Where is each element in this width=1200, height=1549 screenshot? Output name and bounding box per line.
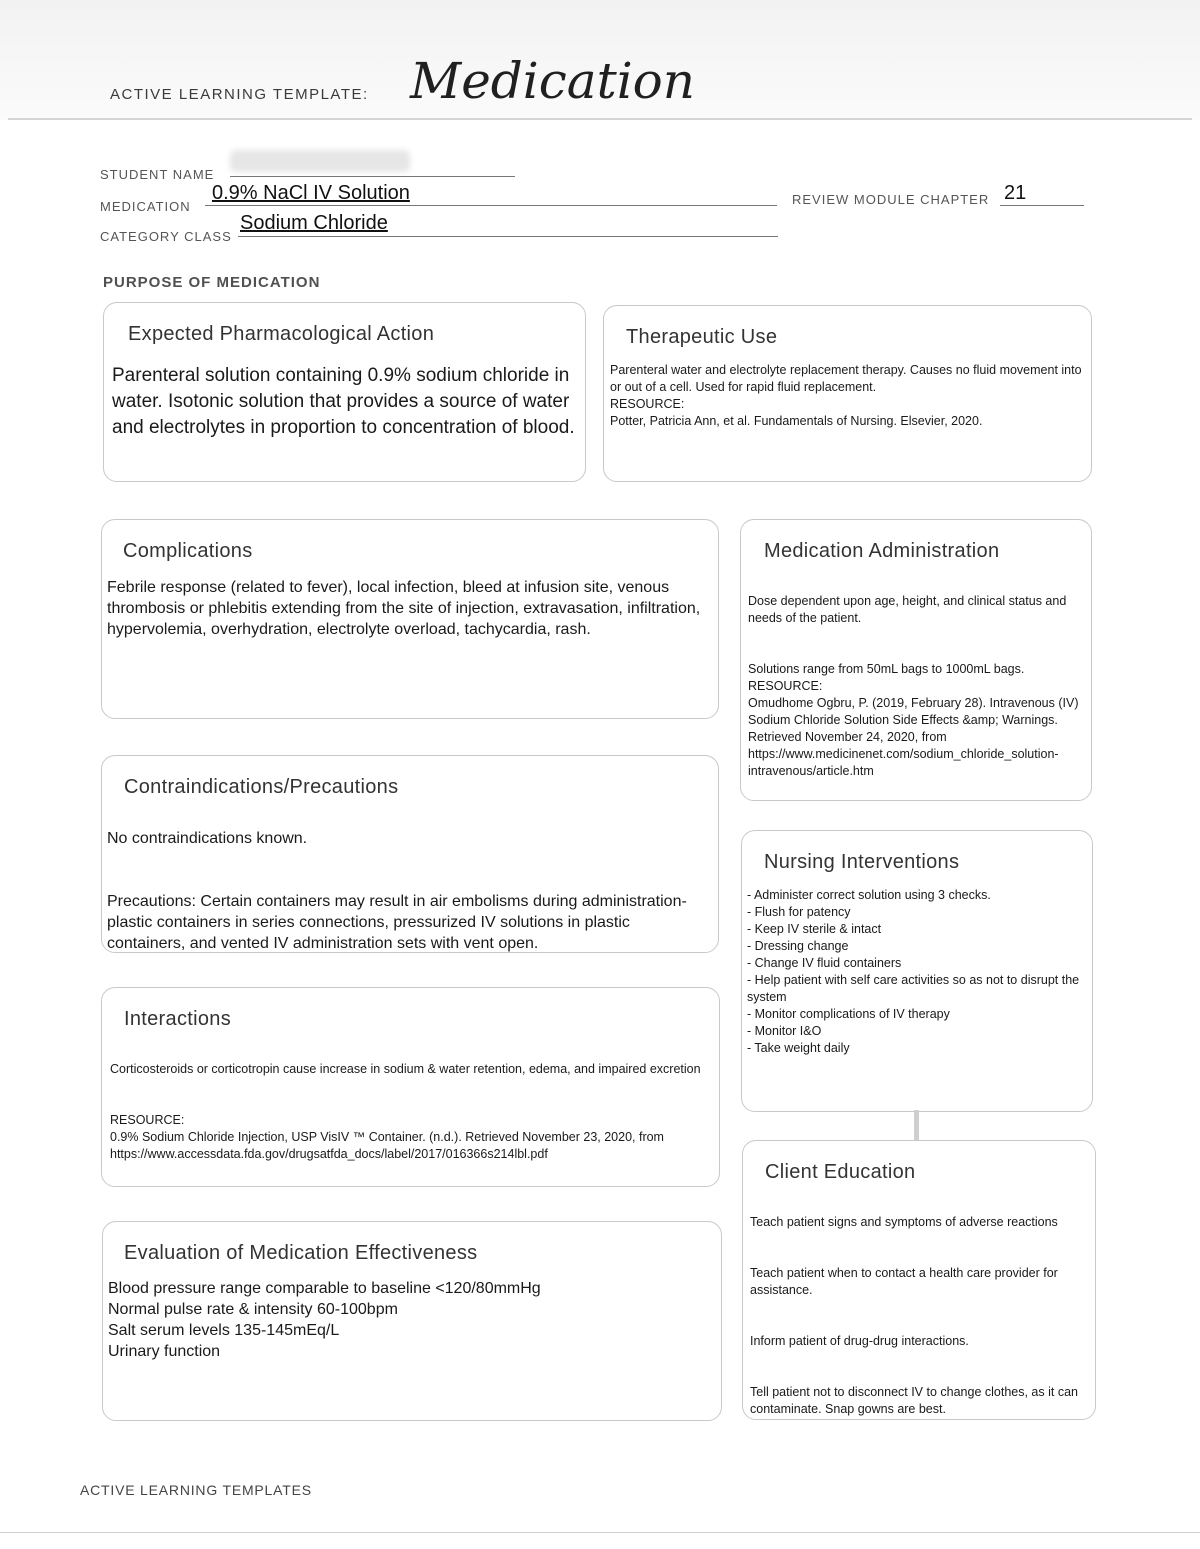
footer-text: ACTIVE LEARNING TEMPLATES xyxy=(80,1482,312,1498)
client-education-box xyxy=(742,1140,1096,1420)
template-label: ACTIVE LEARNING TEMPLATE: xyxy=(110,86,369,103)
nursing-interventions-box xyxy=(741,830,1093,1112)
medication-administration-box xyxy=(740,519,1092,801)
contraindications-box xyxy=(101,755,719,953)
contraindications-title: Contraindications/Precautions xyxy=(124,776,399,798)
interactions-box xyxy=(101,987,720,1187)
category-class-line xyxy=(238,236,778,237)
student-name-redacted xyxy=(230,150,410,172)
review-module-value: 21 xyxy=(1004,182,1027,204)
interactions-resource: RESOURCE: 0.9% Sodium Chloride Injection, USP VisIV ™ Container. (n.d.). Retrieved November 23, 2020, from https://www.accessdata.fda.gov/drugsatfda_docs/label/2017/016366s214lbl.pdf xyxy=(110,1113,664,1161)
footer-rule xyxy=(0,1532,1200,1533)
therapeutic-use-box xyxy=(603,305,1092,482)
medication-value: 0.9% NaCl IV Solution xyxy=(212,182,410,204)
purpose-heading: PURPOSE OF MEDICATION xyxy=(103,274,321,291)
medication-administration-body xyxy=(748,576,1083,797)
nursing-interventions-body: - Administer correct solution using 3 checks. - Flush for patency - Keep IV sterile & intact - Dressing change - Change IV fluid containers - Help patient with self care activities so as not to disrupt the system - Monitor complications of IV therapy - Monitor I&O - Take weight daily xyxy=(747,888,1080,1055)
category-class-value: Sodium Chloride xyxy=(240,212,388,234)
client-education-item-1: Teach patient signs and symptoms of adverse reactions xyxy=(750,1215,1058,1229)
interactions-body xyxy=(110,1044,710,1180)
review-module-line xyxy=(1000,205,1084,206)
complications-body: Febrile response (related to fever), local infection, bleed at infusion site, venous thrombosis or phlebitis extending from the site of injection, extravasation, infiltration, hypervolemia, overhydration, electrolyte overload, tachycardia, rash. xyxy=(107,579,701,638)
client-education-title: Client Education xyxy=(765,1161,916,1183)
precautions-text: Precautions: Certain containers may result in air embolisms during administration- plastic containers in series connections, pressurized IV solutions in plastic containers, and vented IV administration sets with vent open. xyxy=(107,893,687,952)
nursing-interventions-title: Nursing Interventions xyxy=(764,851,960,873)
client-education-item-4: Tell patient not to disconnect IV to change clothes, as it can contaminate. Snap gowns are best. xyxy=(750,1385,1078,1416)
review-module-label: REVIEW MODULE CHAPTER xyxy=(792,192,990,207)
medication-line xyxy=(205,205,777,206)
evaluation-box xyxy=(102,1221,722,1421)
header-divider xyxy=(8,118,1192,120)
contraindications-body xyxy=(107,807,707,975)
therapeutic-use-title: Therapeutic Use xyxy=(626,326,778,348)
box-connector xyxy=(914,1110,919,1140)
student-name-line xyxy=(230,176,515,177)
expected-action-box xyxy=(103,302,586,482)
expected-action-body: Parenteral solution containing 0.9% sodium chloride in water. Isotonic solution that provides a source of water and electrolytes in proportion to concentration of blood. xyxy=(112,365,575,438)
interactions-title: Interactions xyxy=(124,1008,231,1030)
medication-administration-resource: Solutions range from 50mL bags to 1000mL bags. RESOURCE: Omudhome Ogbru, P. (2019, February 28). Intravenous (IV) Sodium Chloride Solution Side Effects &amp; Warnings. Retrieved November 24, 2020, from https://www.medicinenet.com/sodium_chloride_solution-intravenous/article.htm xyxy=(748,662,1079,778)
category-class-label: CATEGORY CLASS xyxy=(100,229,232,244)
medication-label: MEDICATION xyxy=(100,199,191,214)
interactions-text: Corticosteroids or corticotropin cause increase in sodium & water retention, edema, and impaired excretion xyxy=(110,1062,701,1076)
template-title: Medication xyxy=(410,52,695,110)
therapeutic-use-body: Parenteral water and electrolyte replacement therapy. Causes no fluid movement into or out of a cell. Used for rapid fluid replacement. RESOURCE: Potter, Patricia Ann, et al. Fundamentals of Nursing. Elsevier, 2020. xyxy=(610,363,1082,428)
client-education-item-2: Teach patient when to contact a health care provider for assistance. xyxy=(750,1266,1058,1297)
student-name-label: STUDENT NAME xyxy=(100,167,215,182)
evaluation-body: Blood pressure range comparable to baseline <120/80mmHg Normal pulse rate & intensity 60-100bpm Salt serum levels 135-145mEq/L Urinary function xyxy=(108,1280,541,1360)
expected-action-title: Expected Pharmacological Action xyxy=(128,323,435,345)
complications-title: Complications xyxy=(123,540,253,562)
medication-administration-title: Medication Administration xyxy=(764,540,1000,562)
client-education-item-3: Inform patient of drug-drug interactions. xyxy=(750,1334,969,1348)
contraindications-text: No contraindications known. xyxy=(107,830,308,847)
complications-box xyxy=(101,519,719,719)
client-education-body xyxy=(750,1197,1085,1435)
evaluation-title: Evaluation of Medication Effectiveness xyxy=(124,1242,478,1264)
medication-administration-dose: Dose dependent upon age, height, and clinical status and needs of the patient. xyxy=(748,594,1067,625)
